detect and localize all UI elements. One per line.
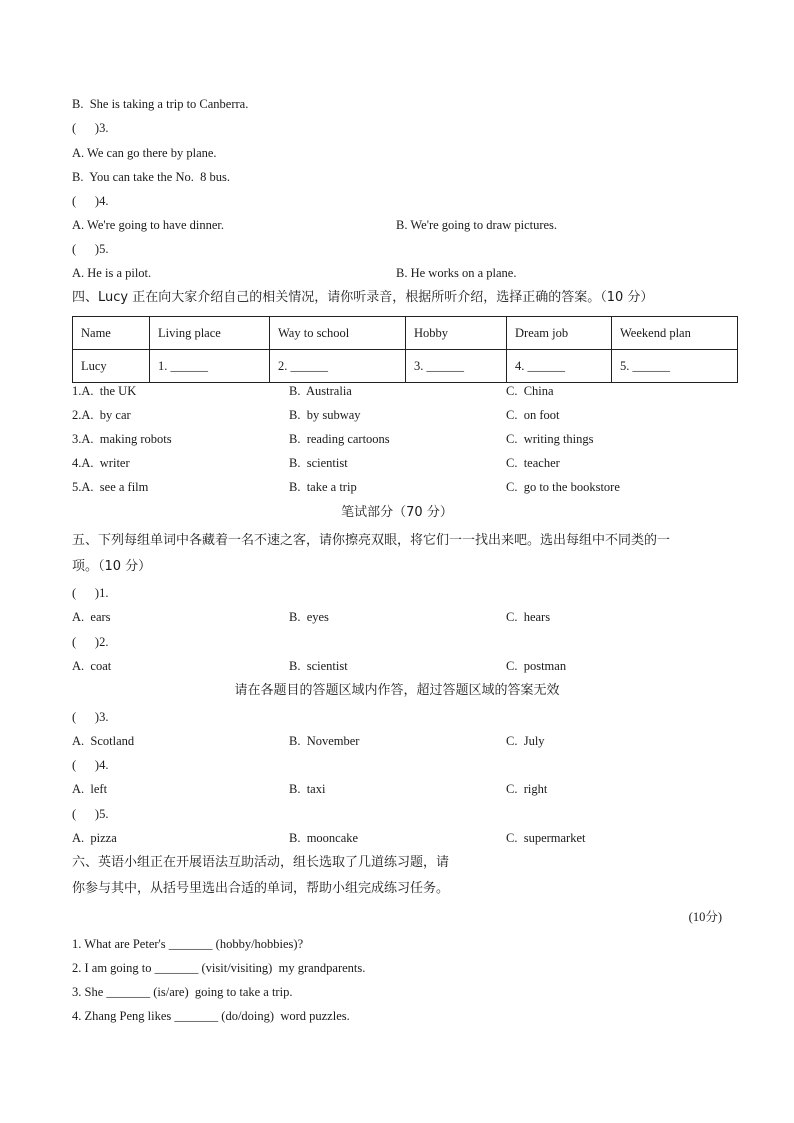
section-heading-continued: 你参与其中，从括号里选出合适的单词，帮助小组完成练习任务。: [72, 881, 450, 896]
table-row: [73, 350, 738, 383]
option-b: B. November: [289, 734, 360, 748]
answer-area-notice: 请在各题目的答题区域内作答，超过答题区域的答案无效: [234, 683, 560, 698]
option-c: C. right: [506, 782, 548, 796]
option-b: B. reading cartoons: [289, 432, 390, 446]
section-heading: 五、下列每组单词中各藏着一名不速之客，请你擦亮双眼，将它们一一找出来吧。选出每组中不同类的一: [72, 533, 671, 548]
question-number: ( )2.: [72, 635, 109, 649]
option-a: A. ears: [72, 610, 111, 624]
option-line: A. We're going to have dinner.: [72, 218, 225, 232]
question-number: ( )4.: [72, 194, 109, 208]
option-c: C. teacher: [506, 456, 560, 470]
option-line: B. She is taking a trip to Canberra.: [72, 97, 249, 111]
table-header-cell: Living place: [150, 317, 270, 350]
option-a: 2.A. by car: [72, 408, 131, 422]
option-line: A. He is a pilot.: [72, 266, 152, 280]
answer-blank[interactable]: 2. ______: [270, 350, 406, 383]
fill-blank-item: 1. What are Peter's _______ (hobby/hobbies)?: [72, 937, 304, 951]
option-line: B. We're going to draw pictures.: [396, 218, 558, 232]
option-b: B. taxi: [289, 782, 326, 796]
option-c: C. on foot: [506, 408, 560, 422]
question-number: ( )3.: [72, 121, 109, 135]
option-line: B. He works on a plane.: [396, 266, 517, 280]
answer-blank[interactable]: 5. ______: [612, 350, 738, 383]
fill-blank-item: 4. Zhang Peng likes _______ (do/doing) word puzzles.: [72, 1009, 350, 1023]
fill-blank-item: 2. I am going to _______ (visit/visiting) my grandparents.: [72, 961, 366, 975]
question-number: ( )5.: [72, 807, 109, 821]
option-a: A. pizza: [72, 831, 117, 845]
option-c: C. go to the bookstore: [506, 480, 620, 494]
option-c: C. writing things: [506, 432, 594, 446]
score-label: (10分): [688, 910, 722, 924]
question-number: ( )1.: [72, 586, 109, 600]
table-header-cell: Hobby: [406, 317, 507, 350]
option-b: B. scientist: [289, 456, 348, 470]
option-b: B. eyes: [289, 610, 329, 624]
section-heading-continued: 项。（10 分）: [72, 559, 152, 574]
option-b: B. by subway: [289, 408, 361, 422]
section-heading: 四、Lucy 正在向大家介绍自己的相关情况，请你听录音，根据所听介绍，选择正确的答案。（10 分）: [72, 290, 654, 305]
option-b: B. Australia: [289, 384, 352, 398]
table-header-cell: Name: [73, 317, 150, 350]
question-number: ( )5.: [72, 242, 109, 256]
option-a: 1.A. the UK: [72, 384, 137, 398]
option-b: B. mooncake: [289, 831, 359, 845]
option-b: B. take a trip: [289, 480, 357, 494]
option-c: C. July: [506, 734, 545, 748]
answer-blank[interactable]: 3. ______: [406, 350, 507, 383]
table-header-row: [73, 317, 738, 350]
option-c: C. postman: [506, 659, 567, 673]
table-header-cell: Dream job: [507, 317, 612, 350]
option-line: A. We can go there by plane.: [72, 146, 217, 160]
option-c: C. hears: [506, 610, 551, 624]
option-a: 4.A. writer: [72, 456, 130, 470]
question-number: ( )3.: [72, 710, 109, 724]
option-a: A. coat: [72, 659, 112, 673]
info-table: [72, 316, 738, 383]
answer-blank[interactable]: 1. ______: [150, 350, 270, 383]
table-cell: Lucy: [73, 350, 150, 383]
option-c: C. China: [506, 384, 554, 398]
option-c: C. supermarket: [506, 831, 586, 845]
table-header-cell: Weekend plan: [612, 317, 738, 350]
question-number: ( )4.: [72, 758, 109, 772]
option-line: B. You can take the No. 8 bus.: [72, 170, 230, 184]
section-heading: 六、英语小组正在开展语法互助活动，组长选取了几道练习题，请: [72, 855, 450, 870]
answer-blank[interactable]: 4. ______: [507, 350, 612, 383]
option-a: A. left: [72, 782, 108, 796]
option-a: 5.A. see a film: [72, 480, 149, 494]
table-header-cell: Way to school: [270, 317, 406, 350]
option-a: 3.A. making robots: [72, 432, 172, 446]
fill-blank-item: 3. She _______ (is/are) going to take a trip.: [72, 985, 293, 999]
option-b: B. scientist: [289, 659, 348, 673]
option-a: A. Scotland: [72, 734, 135, 748]
part-title: 笔试部分（70 分）: [341, 505, 453, 520]
